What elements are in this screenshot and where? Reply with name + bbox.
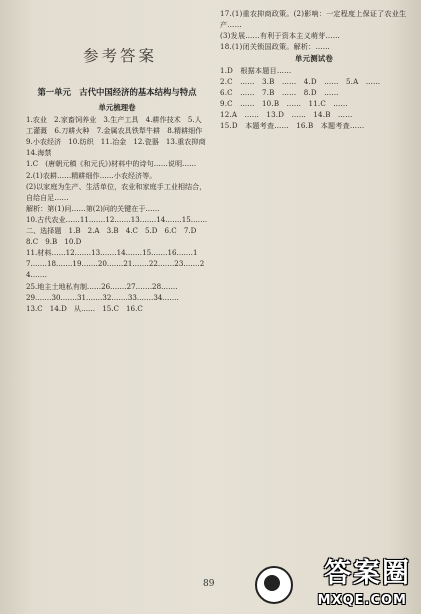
answer-line: (3)发展……有利于资本主义萌芽…… — [220, 31, 341, 40]
answer-line: 解析：第(1)问……第(2)问的关键在于…… — [26, 203, 160, 213]
unit-heading: 第一单元 古代中国经济的基本结构与特点 — [37, 87, 197, 97]
answer-line: 2.C …… 3.B …… 4.D …… 5.A …… — [220, 77, 381, 86]
watermark-text: 答案圈 — [324, 558, 411, 589]
answer-line: (2)以家庭为生产、生活单位，农业和家庭手工业相结合，自给自足…… — [26, 181, 207, 202]
answer-line: 29.……30.……31.……32.……33.……34.…… — [26, 292, 179, 302]
answer-line: 11.材料……12.……13.……14.……15.……16.……17.……18.……19.……20.……21.……22.……23.……24.…… — [26, 248, 205, 280]
answer-line: 6.C …… 7.B …… 8.D …… — [220, 88, 339, 97]
section-heading: 单元梳理卷 — [98, 103, 136, 112]
answer-line: 1.C (唐朝元稹《和元氏》)材料中的诗句……说明…… — [26, 159, 197, 169]
right-column — [220, 8, 408, 131]
page-title: 参考答案 — [82, 47, 157, 65]
answer-line: 12.A …… 13.D …… 14.B …… — [220, 110, 353, 119]
answer-line: 二、选择题 1.B 2.A 3.B 4.C 5.D 6.C 7.D 8.C 9.B 10.D — [26, 226, 204, 247]
answer-line: 15.D 本题考查…… 16.B 本题考查…… — [220, 121, 365, 130]
answer-line: 18.(1)闭关锁国政策。解析：…… — [220, 42, 331, 51]
answer-line: 17.(1)重农抑商政策。(2)影响：一定程度上保证了农业生产…… — [220, 9, 407, 29]
answer-line: 13.C 14.D 从…… 15.C 16.C — [26, 303, 143, 313]
section-heading: 单元测试卷 — [295, 54, 333, 63]
watermark-url: MXQE.COM — [317, 593, 407, 608]
answer-line: 2.(1)农耕……精耕细作……小农经济等。 — [26, 170, 157, 180]
watermark-badge-icon — [255, 566, 293, 604]
left-column — [26, 101, 213, 314]
answer-line: 9.C …… 10.B …… 11.C …… — [220, 99, 348, 108]
answer-line: 1.农业 2.家畜饲养业 3.生产工具 4.耕作技术 5.人工灌溉 6.刀耕火种 7.金属农具铁犁牛耕 8.精耕细作 9.小农经济 10.纺织 11.冶金 12.瓷器 13.重农抑商 14.海禁 — [26, 115, 213, 158]
answer-line: 1.D 根据本题目…… — [220, 66, 292, 75]
answer-line: 10.古代农业……11.……12.……13.……14.……15.…… — [26, 214, 208, 224]
answer-line: 25.地主土地私有制……26.……27.……28.…… — [26, 281, 178, 291]
watermark-logo — [253, 558, 411, 608]
page-number: 89 — [203, 579, 215, 589]
